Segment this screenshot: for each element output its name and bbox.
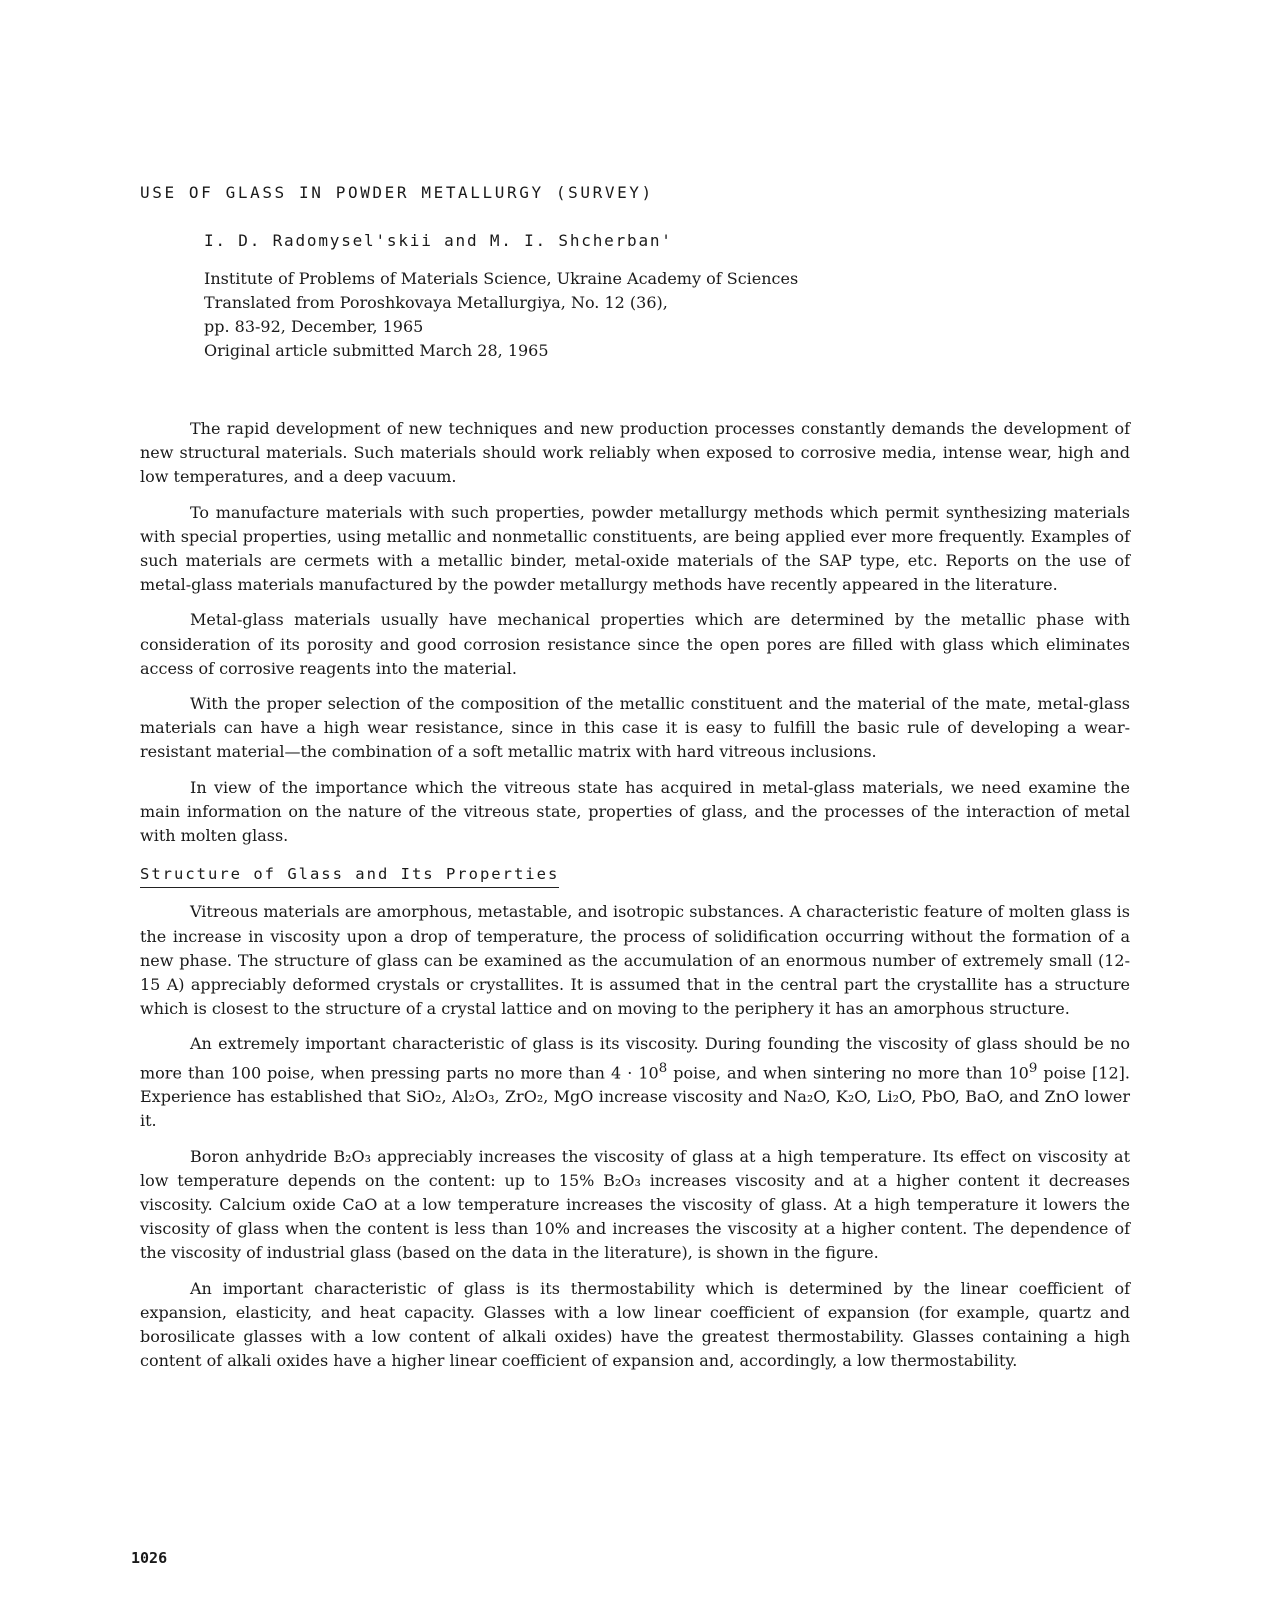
- body-paragraph: Boron anhydride B₂O₃ appreciably increases the viscosity of glass at a high temperature. Its effect on viscosity at low temperature depends on the content: up to 15% B₂O₃ increases viscosity and at a higher content it decreases viscosity. Calcium oxide CaO at a low temperature increases the viscosity of glass. At a high temperature it lowers the viscosity of glass when the content is less than 10% and increases the viscosity at a higher content. The dependence of the viscosity of industrial glass (based on the data in the literature), is shown in the figure.: [140, 1146, 1130, 1263]
- body-paragraph: Vitreous materials are amorphous, metastable, and isotropic substances. A characteristic feature of molten glass is the increase in viscosity upon a drop of temperature, the process of solidification occurring without the formation of a new phase. The structure of glass can be examined as the accumulation of an enormous number of extremely small (12-15 A) appreciably deformed crystals or crystallites. It is assumed that in the central part the crystallite has a structure which is closest to the structure of a crystal lattice and on moving to the periphery it has an amorphous structure.: [140, 902, 1130, 1019]
- body-paragraph: To manufacture materials with such properties, powder metallurgy methods which permit synthesizing materials with special properties, using metallic and nonmetallic constituents, are being applied ever more frequently. Examples of such materials are cermets with a metallic binder, metal-oxide materials of the SAP type, etc. Reports on the use of metal-glass materials manufactured by the powder metallurgy methods have recently appeared in the literature.: [140, 502, 1130, 595]
- article-affiliation: [204, 267, 798, 363]
- viscosity-text-part: An extremely important characteristic of glass is its viscosity. During founding the viscosity of glass should be no more than 100 poise, when pressing parts no more than 4 · 10: [140, 1034, 1130, 1082]
- article-body: [140, 417, 1130, 1384]
- body-paragraph: An important characteristic of glass is its thermostability which is determined by the linear coefficient of expansion, elasticity, and heat capacity. Glasses with a low linear coefficient of expansion (for example, quartz and borosilicate glasses with a low content of alkali oxides) have the greatest thermostability. Glasses containing a high content of alkali oxides have a higher linear coefficient of expansion and, accordingly, a low thermostability.: [140, 1278, 1130, 1371]
- article-authors: I. D. Radomysel'skii and M. I. Shcherban': [204, 231, 673, 250]
- exponent: 8: [658, 1060, 668, 1076]
- translation-source-line: Translated from Poroshkovaya Metallurgiya, No. 12 (36),: [204, 293, 668, 312]
- body-paragraph: With the proper selection of the composition of the metallic constituent and the material of the mate, metal-glass materials can have a high wear resistance, since in this case it is easy to fulfill the basic rule of developing a wear-resistant material—the combination of a soft metallic matrix with hard vitreous inclusions.: [140, 694, 1130, 762]
- section-heading: Structure of Glass and Its Properties: [140, 862, 559, 888]
- submission-date-line: Original article submitted March 28, 1965: [204, 341, 549, 360]
- page-number: 1026: [131, 1549, 168, 1567]
- viscosity-text-part: poise [12]. Experience has established that SiO₂, Al₂O₃, ZrO₂, MgO increase viscosity and Na₂O, K₂O, Li₂O, PbO, BaO, and ZnO lower it.: [140, 1063, 1130, 1131]
- body-paragraph: Metal-glass materials usually have mechanical properties which are determined by the metallic phase with consideration of its porosity and good corrosion resistance since the open pores are filled with glass which eliminates access of corrosive reagents into the material.: [140, 610, 1130, 678]
- exponent: 9: [1028, 1060, 1038, 1076]
- affiliation-line: Institute of Problems of Materials Science, Ukraine Academy of Sciences: [204, 269, 799, 288]
- body-paragraph: The rapid development of new techniques and new production processes constantly demands the development of new structural materials. Such materials should work reliably when exposed to corrosive media, intense wear, high and low temperatures, and a deep vacuum.: [140, 419, 1130, 487]
- viscosity-paragraph: [140, 1032, 1130, 1133]
- pages-date-line: pp. 83-92, December, 1965: [204, 317, 424, 336]
- body-paragraph: In view of the importance which the vitreous state has acquired in metal-glass materials, we need examine the main information on the nature of the vitreous state, properties of glass, and the processes of the interaction of metal with molten glass.: [140, 777, 1130, 846]
- article-title: USE OF GLASS IN POWDER METALLURGY (SURVEY): [140, 183, 654, 202]
- viscosity-text-part: poise, and when sintering no more than 10: [667, 1063, 1029, 1082]
